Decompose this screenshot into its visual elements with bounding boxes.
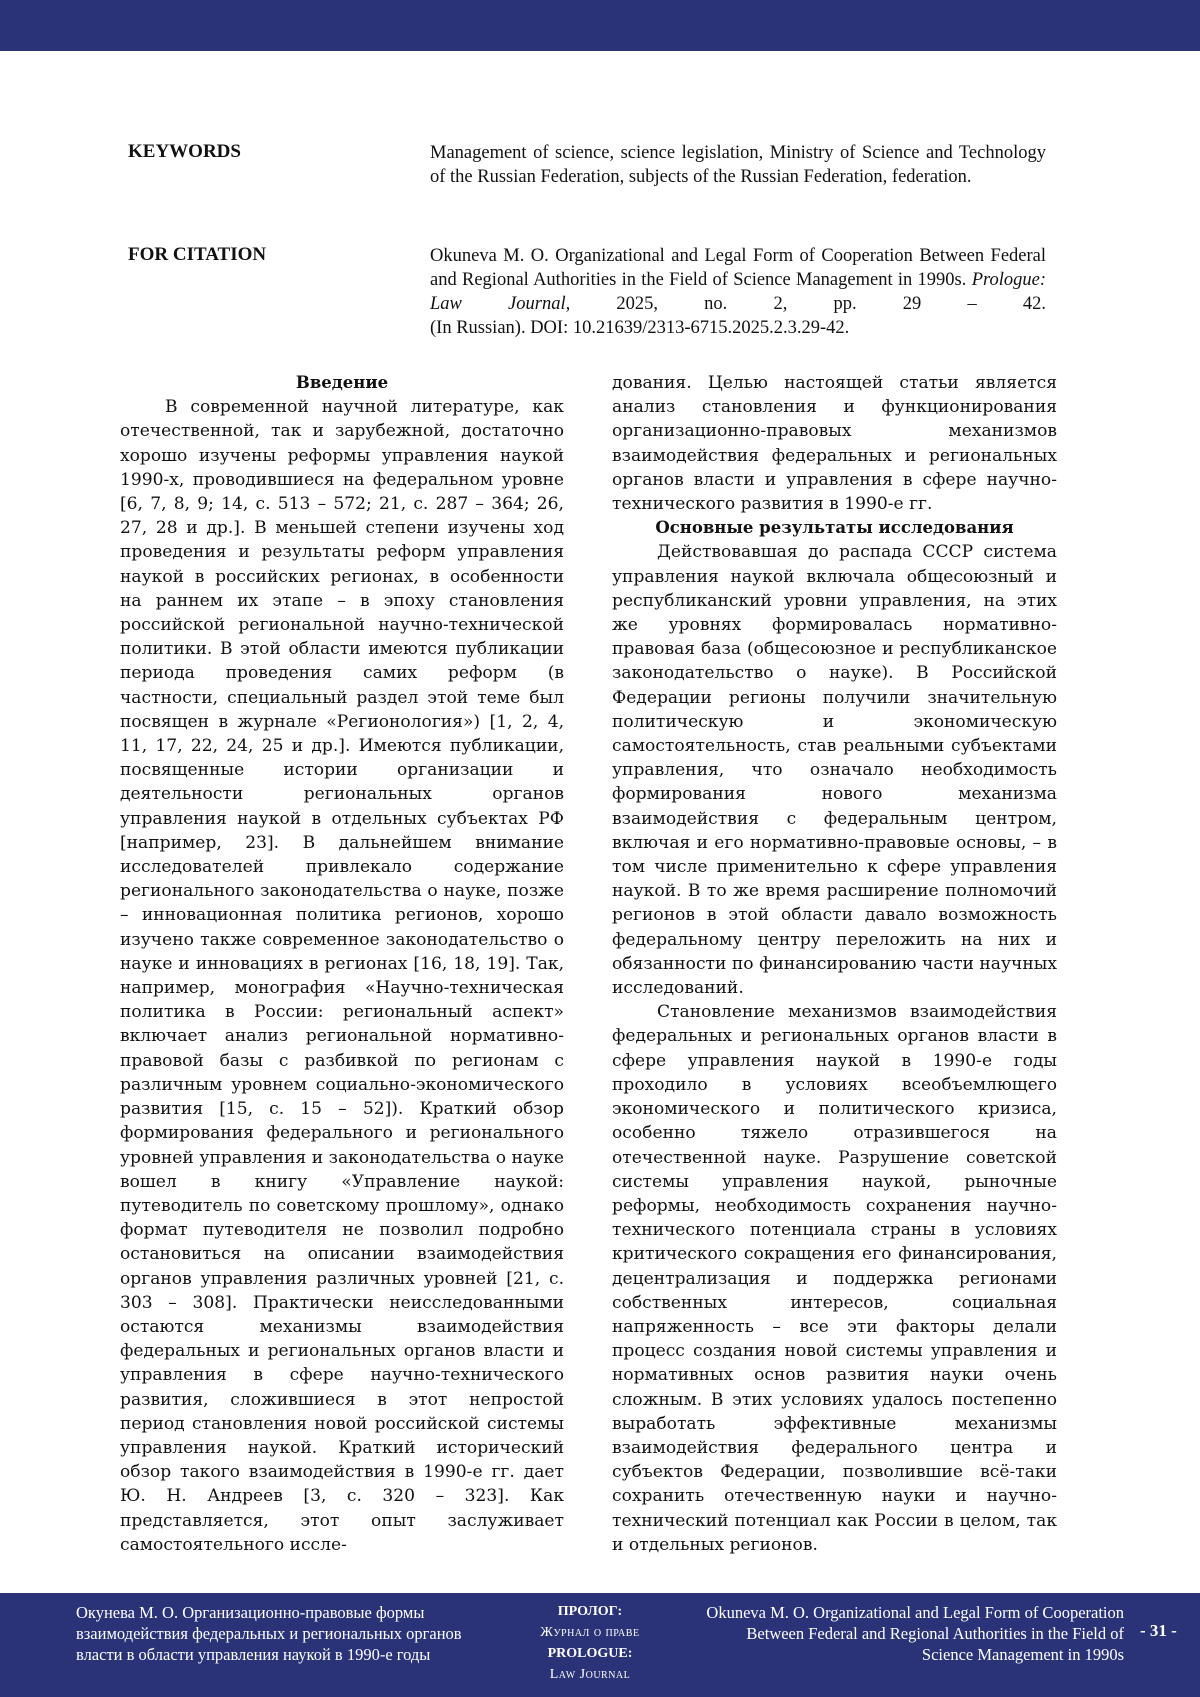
right-column — [612, 371, 1057, 1557]
introduction-continuation: дования. Целью настоящей статьи является анализ становления и функционирования организационно-правовых механизмов взаимодействия федеральных и региональных органов власти и управления в сфере научно-технического развития в 1990-е гг. — [612, 373, 1057, 515]
journal-name-ru: ПРОЛОГ: — [557, 1604, 623, 1619]
page-number: - 31 - — [1140, 1621, 1177, 1640]
citation-journal: Prologue: Law Journal — [430, 270, 1047, 314]
section-heading-introduction: Введение — [295, 373, 389, 392]
journal-subtitle-ru: Журнал о праве — [540, 1625, 640, 1640]
keywords-text: Management of science, science legislation, Ministry of Science and Technology of the Russian Federation, subjects of the Russian Federation, federation. — [430, 143, 1046, 187]
citation-doi: (In Russian). DOI: 10.21639/2313-6715.2025.2.3.29-42. — [430, 318, 850, 338]
results-paragraph-2: Становление механизмов взаимодействия федеральных и региональных органов власти в сфере управления наукой в 1990-е годы проходило в условиях всеобъемлющего экономического и политического кризиса, особенно тяжело отразившегося на отечественной науке. Разрушение советской системы управления наукой, рыночные реформы, необходимость сохранения научно-технического потенциала страны в условиях критического сокращения его финансирования, децентрализация и поддержка регионами собственных интересов, социальная напряженность – все эти факторы делали процесс создания новой системы управления и нормативных основ развития науки очень сложным. В этих условиях удалось постепенно выработать эффективные механизмы взаимодействия федерального центра и субъектов Федерации, позволившие всё-таки сохранить отечественную науки и научно-технический потенциал как России в целом, так и отдельных регионов. — [612, 1002, 1057, 1555]
results-paragraph-1: Действовавшая до распада СССР система управления наукой включала общесоюзный и республиканский уровни управления, на этих же уровнях формировалась нормативно-правовая база (общесоюзное и республиканское законодательство о науке). В Российской Федерации регионы получили значительную политическую и экономическую самостоятельность, став реальными субъектами управления, что означало необходимость формирования нового механизма взаимодействия с федеральным центром, включая и его нормативно-правовые основы, – в том числе применительно к сфере управления наукой. В то же время расширение полномочий регионов в этой области давало возможность федеральному центру переложить на них и обязанности по финансированию части научных исследований. — [612, 542, 1057, 999]
citation-main: Okuneva M. O. Organizational and Legal Form of Cooperation Between Federal and Regional Authorities in the Field of Science Management in 1990s. — [430, 246, 1046, 290]
header-bar — [0, 0, 1200, 51]
footer-journal-name — [500, 1601, 680, 1685]
footer-bar — [0, 1593, 1200, 1697]
left-column — [120, 371, 564, 1557]
introduction-paragraph: В современной научной литературе, как отечественной, так и зарубежной, достаточно хорошо изучены реформы управления наукой 1990-х, проводившиеся на федеральном уровне [6, 7, 8, 9; 14, с. 513 – 572; 21, с. 287 – 364; 26, 27, 28 и др.]. В меньшей степени изучены ход проведения и результаты реформ управления наукой в российских регионах, в особенности на раннем их этапе – в эпоху становления российской региональной научно-технической политики. В этой области имеются публикации периода проведения самих реформ (в частности, специальный раздел этой теме был посвящен в журнале «Регионология») [1, 2, 4, 11, 17, 22, 24, 25 и др.]. Имеются публикации, посвященные истории организации и деятельности региональных органов управления наукой в отдельных субъектах РФ [например, 23]. В дальнейшем внимание исследователей привлекало содержание регионального законодательства о науке, позже – инновационная политика регионов, хорошо изучено также современное законодательство о науке и инновациях в регионах [16, 18, 19]. Так, например, монография «Научно-техническая политика в России: региональный аспект» включает анализ региональной нормативно-правовой базы с разбивкой по регионам с различным уровнем социально-экономического развития [15, с. 15 – 52]). Краткий обзор формирования федерального и регионального уровней управления и законодательства о науке вошел в книгу «Управление наукой: путеводитель по советскому прошлому», однако формат путеводителя не позволил подробно остановиться на описании взаимодействия органов управления различных уровней [21, с. 303 – 308]. Практически неисследованными остаются механизмы взаимодействия федеральных и региональных органов власти и управления в сфере научно-технического развития, сложившиеся в этот непростой период становления новой российской системы управления наукой. Краткий исторический обзор такого взаимодействия в 1990-е гг. дает Ю. Н. Андреев [3, с. 320 – 323]. Как представляется, этот опыт заслуживает самостоятельного иссле- — [120, 397, 564, 1555]
keywords-label: KEYWORDS — [128, 141, 241, 162]
footer-title-russian: Окунева М. О. Организационно-правовые формы взаимодействия федеральных и региональных органов власти в области управления наукой в 1990-е годы — [76, 1603, 462, 1664]
section-heading-results: Основные результаты исследования — [655, 518, 1014, 538]
citation-label: FOR CITATION — [128, 244, 267, 265]
citation-text — [430, 244, 1046, 340]
footer-title-english: Okuneva M. O. Organizational and Legal Form of Cooperation Between Federal and Regional Authorities in the Field of Science Management in 1990s — [706, 1603, 1124, 1664]
journal-name-en: PROLOGUE: — [547, 1646, 633, 1661]
journal-subtitle-en: Law Journal — [549, 1667, 631, 1682]
citation-issue: , 2025, no. 2, pp. 29 – 42. — [565, 294, 1046, 314]
